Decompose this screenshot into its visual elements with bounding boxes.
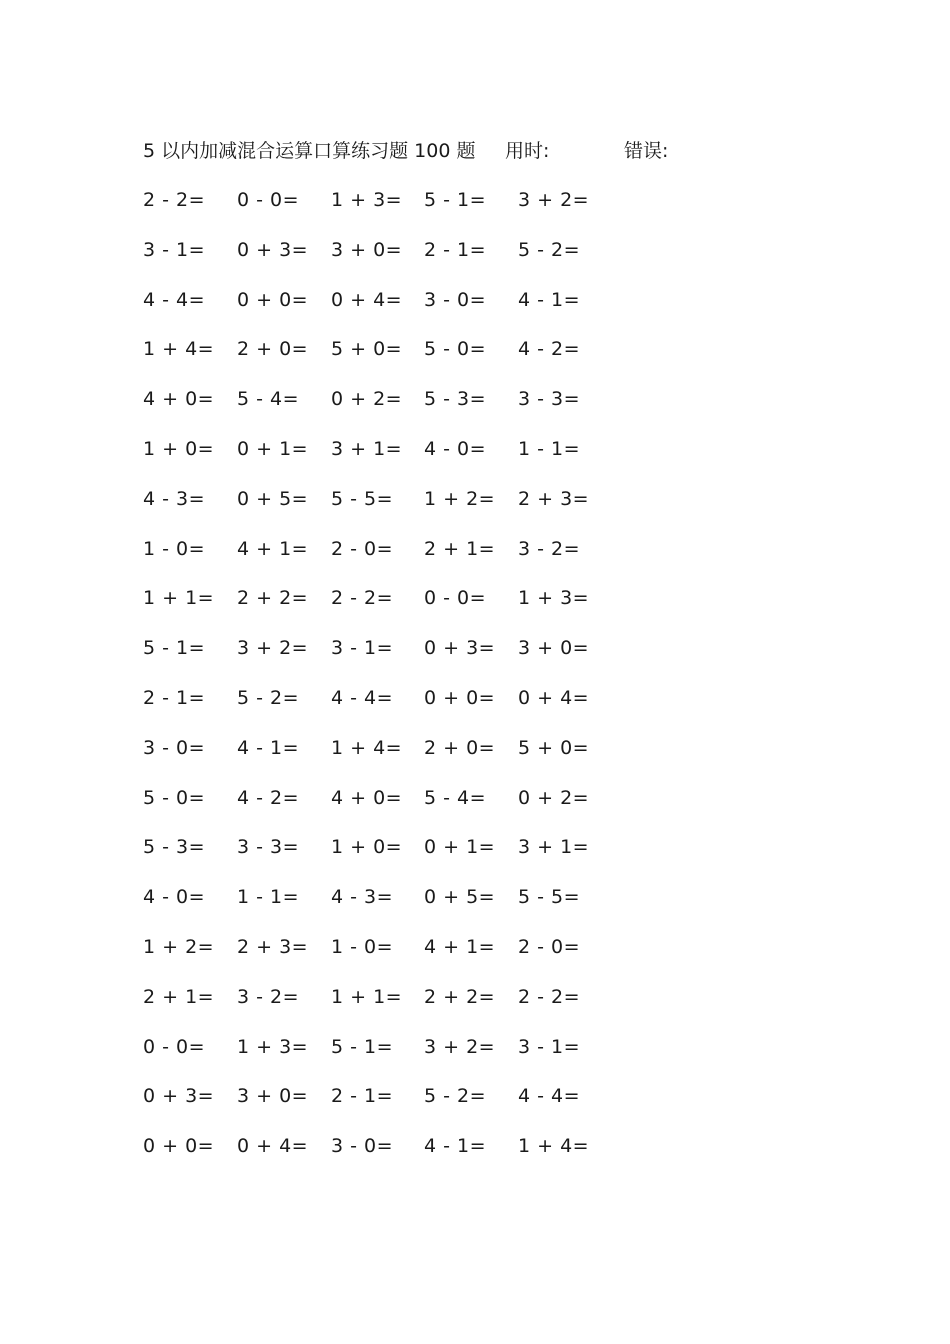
- arithmetic-problem: 4 - 3=: [143, 487, 206, 510]
- arithmetic-problem: 0 + 3=: [143, 1085, 215, 1108]
- errors-label: 错误:: [624, 140, 669, 162]
- arithmetic-problem: 2 - 2=: [143, 189, 206, 211]
- arithmetic-problem: 4 - 4=: [143, 288, 206, 311]
- arithmetic-problem: 1 + 4=: [331, 736, 403, 759]
- problem-row: [143, 833, 623, 883]
- arithmetic-problem: 5 - 5=: [518, 886, 581, 909]
- arithmetic-problem: 5 + 0=: [518, 736, 590, 759]
- arithmetic-problem: 2 + 0=: [237, 338, 309, 361]
- arithmetic-problem: 1 - 1=: [237, 886, 300, 909]
- worksheet-header: [143, 137, 703, 165]
- worksheet-title: 5 以内加减混合运算口算练习题 100 题: [143, 140, 476, 162]
- arithmetic-problem: 1 + 4=: [518, 1135, 590, 1158]
- problem-row: [143, 684, 623, 734]
- arithmetic-problem: 0 - 0=: [424, 587, 487, 610]
- arithmetic-problem: 3 + 0=: [518, 637, 590, 660]
- arithmetic-problem: 5 - 4=: [237, 388, 300, 411]
- arithmetic-problem: 5 - 2=: [424, 1085, 487, 1108]
- arithmetic-problem: 5 - 1=: [143, 637, 206, 660]
- problem-row: [143, 584, 623, 634]
- arithmetic-problem: 3 + 2=: [518, 189, 590, 211]
- arithmetic-problem: 3 + 2=: [237, 637, 309, 660]
- arithmetic-problem: 2 - 1=: [143, 686, 206, 709]
- arithmetic-problem: 4 + 0=: [331, 786, 403, 809]
- arithmetic-problem: 0 - 0=: [143, 1035, 206, 1058]
- arithmetic-problem: 4 - 1=: [237, 736, 300, 759]
- arithmetic-problem: 2 + 3=: [518, 487, 590, 510]
- arithmetic-problem: 3 - 0=: [331, 1135, 394, 1158]
- arithmetic-problem: 2 - 1=: [331, 1085, 394, 1108]
- arithmetic-problem: 4 - 2=: [518, 338, 581, 361]
- arithmetic-problem: 0 + 3=: [237, 238, 309, 261]
- problem-row: [143, 1033, 623, 1083]
- problem-row: [143, 385, 623, 435]
- arithmetic-problem: 1 - 1=: [518, 437, 581, 460]
- arithmetic-problem: 0 + 0=: [424, 686, 496, 709]
- arithmetic-problem: 2 - 1=: [424, 238, 487, 261]
- arithmetic-problem: 5 - 2=: [237, 686, 300, 709]
- arithmetic-problem: 5 - 0=: [424, 338, 487, 361]
- arithmetic-problem: 0 + 1=: [424, 836, 496, 859]
- arithmetic-problem: 3 - 3=: [518, 388, 581, 411]
- arithmetic-problem: 1 + 3=: [518, 587, 590, 610]
- arithmetic-problem: 4 + 0=: [143, 388, 215, 411]
- arithmetic-problem: 5 - 1=: [424, 189, 487, 211]
- problem-row: [143, 883, 623, 933]
- arithmetic-problem: 3 - 3=: [237, 836, 300, 859]
- arithmetic-problem: 1 - 0=: [143, 537, 206, 560]
- arithmetic-problem: 3 + 0=: [331, 238, 403, 261]
- problem-row: [143, 535, 623, 585]
- arithmetic-problem: 2 - 2=: [518, 985, 581, 1008]
- arithmetic-problem: 5 - 5=: [331, 487, 394, 510]
- arithmetic-problem: 0 + 5=: [237, 487, 309, 510]
- problem-row: [143, 1082, 623, 1132]
- problem-row: [143, 335, 623, 385]
- arithmetic-problem: 3 + 1=: [331, 437, 403, 460]
- arithmetic-problem: 3 - 1=: [143, 238, 206, 261]
- arithmetic-problem: 0 + 0=: [237, 288, 309, 311]
- arithmetic-problem: 4 - 3=: [331, 886, 394, 909]
- arithmetic-problem: 0 + 4=: [518, 686, 590, 709]
- arithmetic-problem: 0 + 4=: [237, 1135, 309, 1158]
- problem-row: [143, 236, 623, 286]
- problem-row: [143, 485, 623, 535]
- arithmetic-problem: 4 - 2=: [237, 786, 300, 809]
- arithmetic-problem: 5 - 3=: [143, 836, 206, 859]
- arithmetic-problem: 4 - 0=: [143, 886, 206, 909]
- arithmetic-problem: 4 + 1=: [424, 935, 496, 958]
- problem-row: [143, 186, 623, 236]
- arithmetic-problem: 3 + 2=: [424, 1035, 496, 1058]
- arithmetic-problem: 5 - 3=: [424, 388, 487, 411]
- time-used-label: 用时:: [505, 140, 550, 162]
- arithmetic-problem: 2 + 1=: [424, 537, 496, 560]
- arithmetic-problem: 2 + 1=: [143, 985, 215, 1008]
- arithmetic-problem: 1 + 0=: [331, 836, 403, 859]
- problem-row: [143, 983, 623, 1033]
- arithmetic-problem: 5 - 1=: [331, 1035, 394, 1058]
- problem-grid: [143, 186, 623, 1182]
- arithmetic-problem: 0 + 2=: [518, 786, 590, 809]
- arithmetic-problem: 4 - 4=: [518, 1085, 581, 1108]
- arithmetic-problem: 3 - 1=: [331, 637, 394, 660]
- arithmetic-problem: 5 - 2=: [518, 238, 581, 261]
- problem-row: [143, 435, 623, 485]
- arithmetic-problem: 3 - 2=: [237, 985, 300, 1008]
- arithmetic-problem: 1 + 0=: [143, 437, 215, 460]
- arithmetic-problem: 5 + 0=: [331, 338, 403, 361]
- arithmetic-problem: 4 - 1=: [518, 288, 581, 311]
- arithmetic-problem: 4 - 0=: [424, 437, 487, 460]
- arithmetic-problem: 0 + 3=: [424, 637, 496, 660]
- arithmetic-problem: 0 + 1=: [237, 437, 309, 460]
- arithmetic-problem: 1 + 3=: [331, 189, 403, 211]
- arithmetic-problem: 1 + 2=: [143, 935, 215, 958]
- arithmetic-problem: 2 - 0=: [518, 935, 581, 958]
- problem-row: [143, 286, 623, 336]
- arithmetic-problem: 0 + 4=: [331, 288, 403, 311]
- arithmetic-problem: 3 + 1=: [518, 836, 590, 859]
- arithmetic-problem: 4 - 4=: [331, 686, 394, 709]
- arithmetic-problem: 5 - 4=: [424, 786, 487, 809]
- arithmetic-problem: 3 - 0=: [143, 736, 206, 759]
- problem-row: [143, 634, 623, 684]
- arithmetic-problem: 3 - 1=: [518, 1035, 581, 1058]
- problem-row: [143, 1132, 623, 1182]
- arithmetic-problem: 0 + 2=: [331, 388, 403, 411]
- arithmetic-problem: 1 + 2=: [424, 487, 496, 510]
- arithmetic-problem: 2 + 2=: [424, 985, 496, 1008]
- arithmetic-problem: 1 - 0=: [331, 935, 394, 958]
- arithmetic-problem: 2 + 2=: [237, 587, 309, 610]
- arithmetic-problem: 1 + 4=: [143, 338, 215, 361]
- arithmetic-problem: 3 + 0=: [237, 1085, 309, 1108]
- arithmetic-problem: 4 + 1=: [237, 537, 309, 560]
- arithmetic-problem: 5 - 0=: [143, 786, 206, 809]
- problem-row: [143, 933, 623, 983]
- arithmetic-problem: 1 + 1=: [331, 985, 403, 1008]
- arithmetic-problem: 4 - 1=: [424, 1135, 487, 1158]
- arithmetic-problem: 3 - 2=: [518, 537, 581, 560]
- arithmetic-problem: 0 + 0=: [143, 1135, 215, 1158]
- arithmetic-problem: 1 + 1=: [143, 587, 215, 610]
- arithmetic-problem: 0 - 0=: [237, 189, 300, 211]
- arithmetic-problem: 1 + 3=: [237, 1035, 309, 1058]
- problem-row: [143, 734, 623, 784]
- problem-row: [143, 784, 623, 834]
- arithmetic-problem: 2 + 3=: [237, 935, 309, 958]
- arithmetic-problem: 0 + 5=: [424, 886, 496, 909]
- arithmetic-problem: 2 - 2=: [331, 587, 394, 610]
- arithmetic-problem: 3 - 0=: [424, 288, 487, 311]
- arithmetic-problem: 2 - 0=: [331, 537, 394, 560]
- arithmetic-problem: 2 + 0=: [424, 736, 496, 759]
